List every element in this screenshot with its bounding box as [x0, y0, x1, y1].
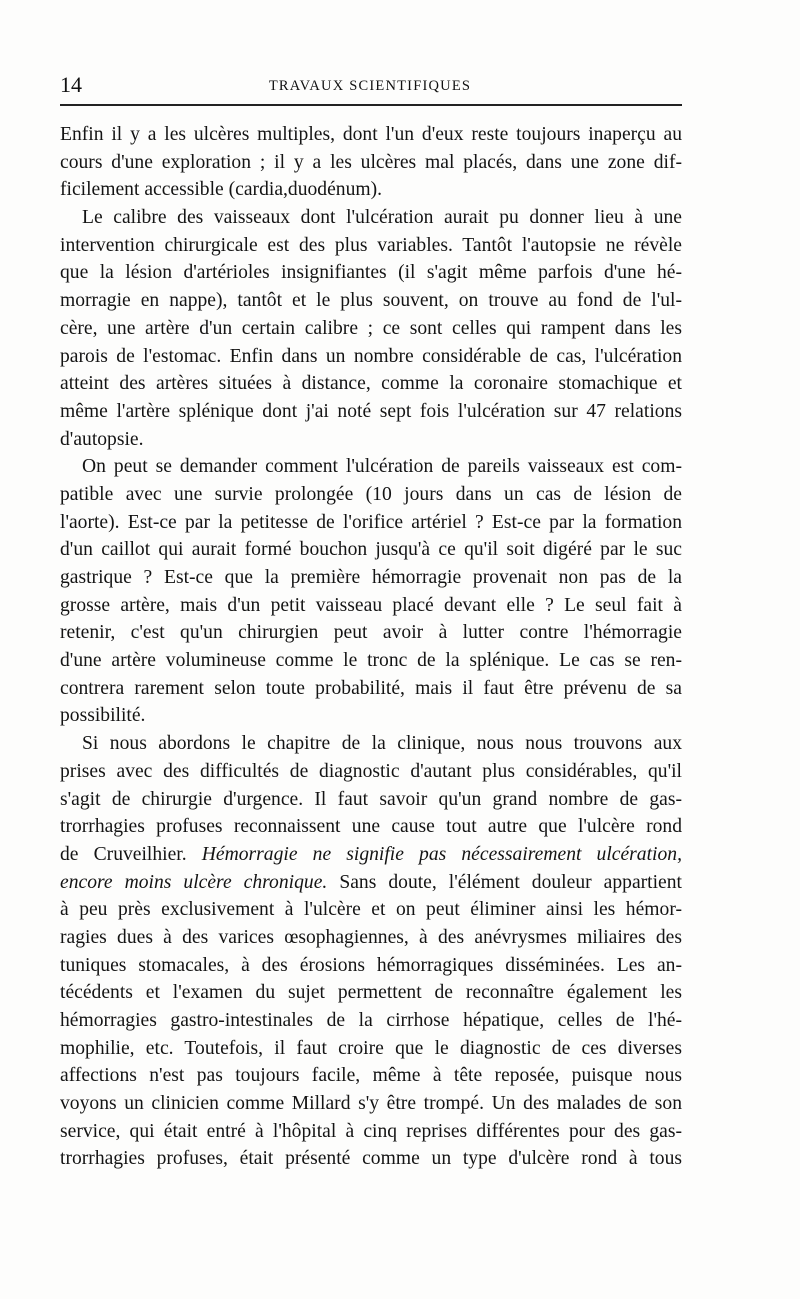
- text-line: voyons un clinicien comme Millard s'y être trompé. Un des malades de son: [60, 1093, 682, 1115]
- text-line: parois de l'estomac. Enfin dans un nombre considérable de cas, l'ulcération: [60, 345, 682, 367]
- text-line: grosse artère, mais d'un petit vaisseau placé devant elle ? Le seul fait à: [60, 594, 682, 616]
- text-segment: de Cruveilhier.: [60, 843, 187, 865]
- header-rule: [60, 104, 682, 106]
- text-line: que la lésion d'artérioles insignifiantes (il s'agit même parfois d'une hé-: [60, 262, 682, 284]
- text-line: gastrique ? Est-ce que la première hémorragie provenait non pas de la: [60, 567, 682, 588]
- text-line: à peu près exclusivement à l'ulcère et on peut éliminer ainsi les hémor-: [60, 899, 682, 921]
- text-segment: Sans doute, l'élément douleur appartient: [339, 871, 682, 893]
- text-line: mophilie, etc. Toutefois, il faut croire que le diagnostic de ces diverses: [60, 1037, 682, 1059]
- text-line: d'une artère volumineuse comme le tronc de la splénique. Le cas se ren-: [60, 650, 682, 672]
- text-line: s'agit de chirurgie d'urgence. Il faut savoir qu'un grand nombre de gas-: [60, 788, 682, 810]
- text-line: On peut se demander comment l'ulcération de pareils vaisseaux est com-: [82, 456, 682, 478]
- text-line: ragies dues à des varices œsophagiennes, à des anévrysmes miliaires des: [60, 926, 682, 948]
- text-line: cère, une artère d'un certain calibre ; ce sont celles qui rampent dans les: [60, 317, 682, 339]
- text-line: [60, 869, 682, 897]
- text-line: Enfin il y a les ulcères multiples, dont l'un d'eux reste toujours inaperçu au: [60, 124, 682, 145]
- text-line: ficilement accessible (cardia,duodénum).: [60, 179, 383, 201]
- text-line: hémorragies gastro-intestinales de la cirrhose hépatique, celles de l'hé-: [60, 1010, 682, 1031]
- text-line: service, qui était entré à l'hôpital à cinq reprises différentes pour des gas-: [60, 1120, 682, 1142]
- text-line: morragie en nappe), tantôt et le plus souvent, on trouve au fond de l'ul-: [60, 290, 682, 312]
- text-line: Le calibre des vaisseaux dont l'ulcération aurait pu donner lieu à une: [82, 207, 682, 229]
- italic-text: encore moins ulcère chronique.: [60, 871, 328, 893]
- text-line: d'autopsie.: [60, 428, 144, 450]
- text-line: [60, 841, 682, 869]
- text-line: tuniques stomacales, à des érosions hémorragiques disséminées. Les an-: [60, 954, 682, 976]
- text-line: Si nous abordons le chapitre de la clinique, nous nous trouvons aux: [82, 733, 682, 755]
- text-line: patible avec une survie prolongée (10 jours dans un cas de lésion de: [60, 483, 682, 505]
- text-line: trorrhagies profuses reconnaissent une cause tout autre que l'ulcère rond: [60, 816, 682, 838]
- text-line: intervention chirurgicale est des plus variables. Tantôt l'autopsie ne révèle: [60, 234, 682, 256]
- text-line: técédents et l'examen du sujet permettent de reconnaître également les: [60, 982, 682, 1004]
- body-text: [60, 121, 682, 1173]
- italic-text: Hémorragie ne signifie pas nécessairement ulcération,: [201, 843, 682, 865]
- text-line: trorrhagies profuses, était présenté comme un type d'ulcère rond à tous: [60, 1148, 682, 1170]
- page-number: 14: [60, 72, 82, 97]
- text-line: prises avec des difficultés de diagnostic d'autant plus considérables, qu'il: [60, 760, 682, 782]
- text-line: d'un caillot qui aurait formé bouchon jusqu'à ce qu'il soit digéré par le suc: [60, 539, 682, 561]
- text-line: possibilité.: [60, 705, 146, 727]
- text-line: l'aorte). Est-ce par la petitesse de l'orifice artériel ? Est-ce par la formation: [60, 511, 682, 533]
- text-line: affections n'est pas toujours facile, même à tête reposée, puisque nous: [60, 1065, 682, 1087]
- text-line: cours d'une exploration ; il y a les ulcères mal placés, dans une zone dif-: [60, 151, 682, 173]
- running-head: TRAVAUX SCIENTIFIQUES: [268, 78, 472, 94]
- text-line: retenir, c'est qu'un chirurgien peut avoir à lutter contre l'hémorragie: [60, 622, 682, 644]
- text-line: atteint des artères situées à distance, comme la coronaire stomachique et: [60, 373, 682, 395]
- text-line: contrera rarement selon toute probabilité, mais il faut être prévenu de sa: [60, 677, 682, 699]
- text-line: même l'artère splénique dont j'ai noté sept fois l'ulcération sur 47 relations: [60, 400, 682, 422]
- page-header: [60, 70, 680, 100]
